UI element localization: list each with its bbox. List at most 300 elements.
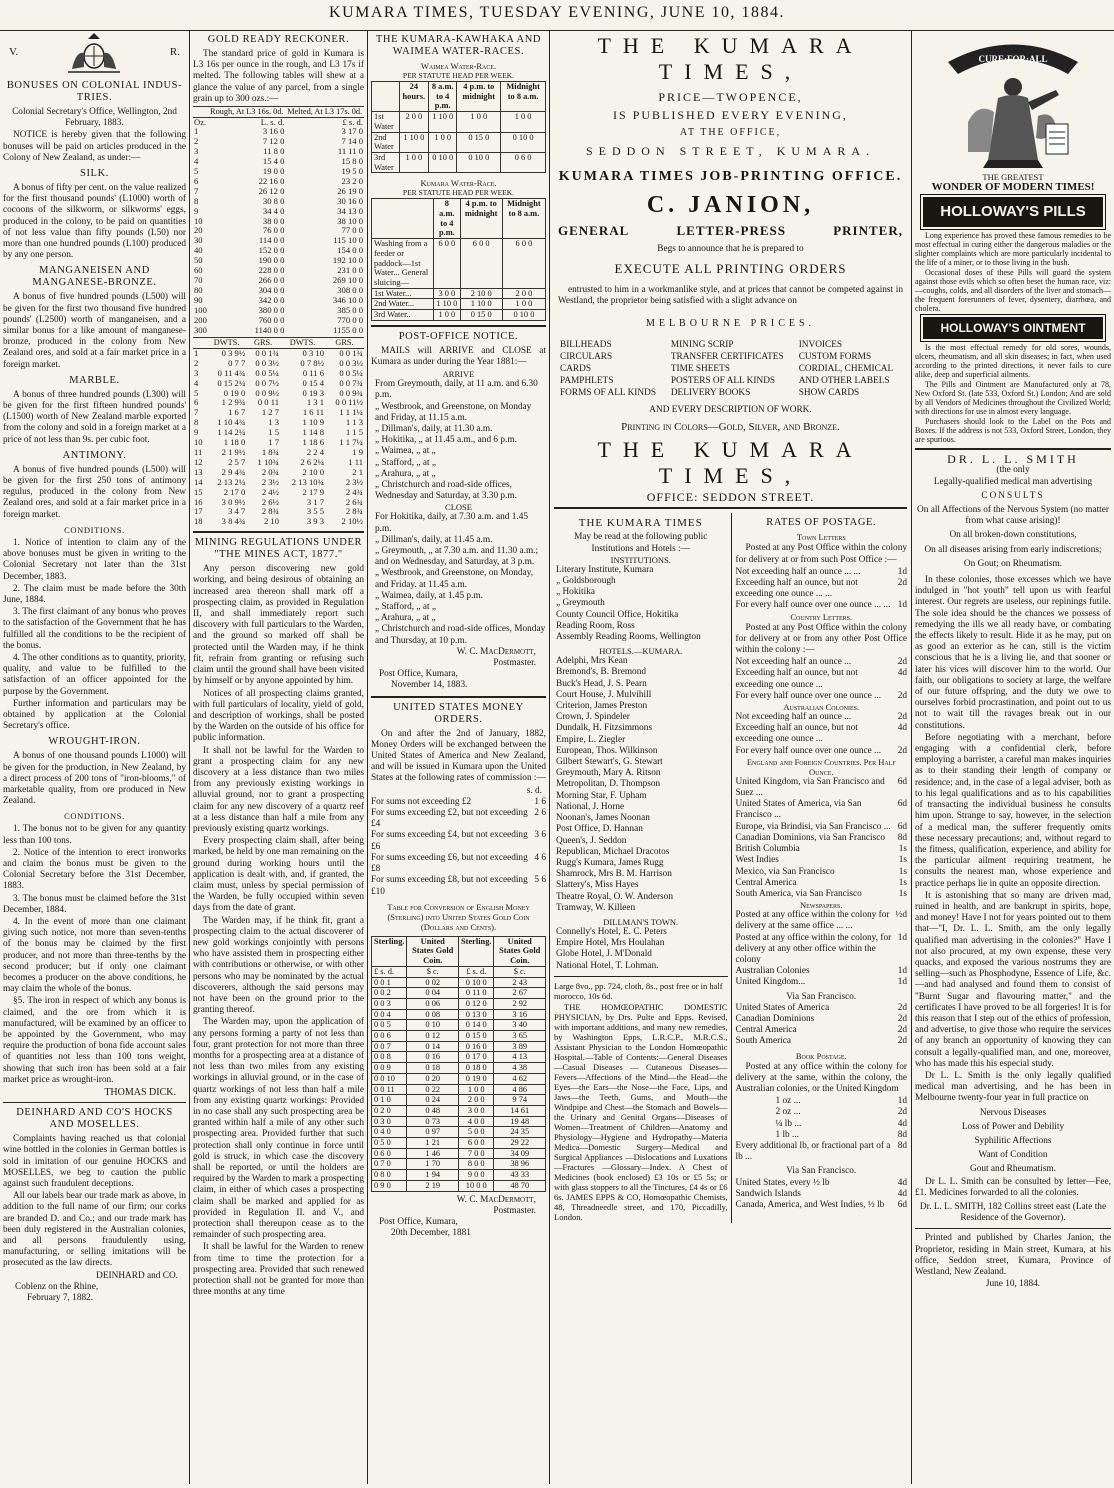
table-cell: 2: [194, 357, 199, 368]
table-cell: 0 12: [407, 1031, 459, 1042]
table-cell: 0 24: [407, 1095, 459, 1106]
waimea-sub: PER STATUTE HEAD PER WEEK.: [402, 71, 515, 80]
po-date: November 14, 1883.: [391, 680, 468, 691]
usmo-rate-value: 3 6: [534, 830, 546, 841]
smith-body-3: It is astonishing that so many are driven mad, ruined in health, and are bankrupt in spirits, hope, and money! Have I not for years pointed out to them that—"I, Dr. L. L. Smith, am the only legally qualified man advertising in the colonies?" Have I not also procured, at my own expense, these very quacks, and exposed the various nostrums they are selling—such as Phosphodyne, Essence of Life, &c.—and had analysed and found them to consist of "Burnt Sugar and flavouring matter," and the certificates I have proved to be all forgeries! It is for this reason that I step out of the ethics of profession, and advertise, to give those who require the services of any branch an opportunity of knowing they can consult a legally-qualified man, and one, moreover, who has made this his especial study.: [915, 890, 1111, 1069]
table-cell: 1 0 0: [457, 112, 501, 132]
table-cell: 308 0 0: [337, 284, 363, 295]
country-rate-value: 4d: [897, 668, 907, 679]
table-header-cell: 8 a.m. to 4 p.m.: [429, 82, 457, 112]
country-rate: [736, 668, 908, 690]
table-cell: 7 0 0: [459, 1148, 494, 1159]
hotel-item: Noonan's, James Noonan: [556, 813, 650, 824]
table-cell: 40: [194, 245, 203, 256]
conv-signature: W. C. MacDermott,: [456, 1194, 536, 1205]
table-cell: 1 3 1: [306, 397, 325, 408]
book-rate-value: 4d: [897, 1118, 907, 1129]
table-cell: 1 0 0: [502, 299, 545, 310]
gold-dwt-table: [193, 337, 364, 527]
table-header-cell: 4 p.m. to midnight: [460, 199, 502, 239]
table-cell: 1 1 5: [345, 427, 363, 438]
table-cell: 2 13 2¼: [217, 476, 246, 487]
book-rate: [776, 1119, 908, 1130]
table-cell: 11 8 0: [263, 146, 285, 157]
table-cell: 0 0 1¾: [339, 347, 363, 358]
table-cell: 38 0 0: [262, 215, 285, 226]
table-cell: 0 2 0: [372, 1105, 407, 1116]
country-rate: [736, 691, 908, 702]
hotel-item: Adelphi, Mrs Kean: [556, 656, 628, 667]
table-cell: 17: [194, 506, 203, 517]
england-heading: England and Foreign Countries. Per Half Ounce.: [746, 756, 896, 777]
print-list-1: [560, 339, 671, 399]
table-cell: 15 8 0: [341, 156, 363, 167]
table-cell: 6 0 0: [460, 239, 502, 289]
table-cell: 0 19 0: [459, 1073, 494, 1084]
table-cell: 0 15 0: [459, 1031, 494, 1042]
subcolumn-postage: [732, 513, 908, 1222]
news-rate: [736, 977, 908, 988]
postage-heading: RATES OF POSTAGE.: [766, 517, 877, 529]
england-rate: [736, 833, 908, 844]
table-cell: 2 6¾: [345, 496, 363, 507]
book-rate: [776, 1107, 908, 1118]
table-cell: 43 33: [494, 1170, 546, 1181]
hotel-item: Gilbert Stewart's, G. Stewart: [556, 757, 663, 768]
print-list-item: CUSTOM FORMS: [798, 351, 872, 362]
at-office-line: AT THE OFFICE,: [679, 127, 782, 138]
antimony-heading: ANTIMONY.: [62, 449, 127, 461]
table-cell: 34 4 0: [262, 205, 285, 216]
mining-para-3: It shall not be lawful for the Warden to grant a prospecting claim for any new discovery at a less distance than two miles from any previously existing workings in alluvial ground, nor to grant a prospecting claim for any new discovery of a quartz reef at a less distance than half a mile from any previously existing quartz workings.: [193, 745, 364, 834]
usmo-rate-value: 2 6: [534, 808, 546, 819]
close-item: „ Greymouth, „ at 7.30 a.m. and 11.30 a.m.; and on Wednesday, and Saturday, at 3 p.m.: [375, 546, 539, 568]
column-kumara-times-ad: [550, 30, 912, 1484]
table-cell: 1 6 11: [302, 407, 325, 418]
street-line: SEDDON STREET, KUMARA.: [585, 144, 876, 158]
via-sf-rate: [736, 1025, 908, 1036]
table-cell: 0 20: [407, 1073, 459, 1084]
via-sf-rates-2: [736, 1178, 908, 1212]
australian-rate-value: 4d: [897, 723, 907, 734]
large-8vo: Large 8vo., pp. 724, cloth, 8s., post free or in half morocco, 10s 6d.: [554, 980, 723, 1001]
england-rate-label: South America, via San Francisco: [735, 888, 862, 899]
begs-line: Begs to announce that he is prepared to: [657, 244, 804, 254]
table-cell: 3 5 5: [306, 506, 325, 517]
table-cell: 29 22: [494, 1138, 546, 1149]
table-cell: 0 0 9½: [255, 387, 279, 398]
conversion-row: [372, 1105, 546, 1116]
dillmans-hotel-item: Empire Hotel, Mrs Houlahan: [556, 938, 665, 949]
table-cell: 34 13 0: [337, 205, 363, 216]
table-cell: 3 17 0: [341, 126, 363, 137]
table-cell: 0 18 0: [459, 1063, 494, 1074]
conversion-row: [372, 1095, 546, 1106]
table-cell: 1 10 4¾: [217, 417, 246, 428]
col-lsd-2: £ s. d.: [342, 116, 363, 127]
table-cell: 1: [194, 126, 199, 137]
water-race-heading: THE KUMARA-KAWHAKA AND WAIMEA WATER-RACES.: [375, 34, 542, 57]
deinhard-place: Coblenz on the Rhine,: [15, 1281, 99, 1292]
print-list-item: DELIVERY BOOKS: [670, 387, 751, 398]
book-rate-value: 8d: [897, 1129, 907, 1140]
read-at-heading: THE KUMARA TIMES: [578, 517, 703, 530]
news-rate-2-label: Posted at any office within the colony, for delivery at any other office within the colony: [735, 932, 892, 965]
table-cell: 342 0 0: [258, 294, 285, 305]
table-cell: 1: [194, 347, 199, 358]
table-cell: 0 0 10: [372, 1073, 407, 1084]
table-cell: 0 18: [407, 1063, 459, 1074]
arrive-item: „ Dillman's, daily, at 11.30 a.m.: [375, 423, 493, 434]
australian-rate: [736, 746, 908, 757]
england-rate-label: British Columbia: [735, 844, 800, 855]
table-cell: 3rd Water: [372, 152, 400, 172]
table-header-cell: United States Gold Coin.: [407, 936, 459, 966]
table-cell: 8: [194, 417, 199, 428]
table-cell: 80: [194, 284, 203, 295]
book-rate-value: 1d: [897, 1096, 907, 1107]
gold-oz-row: [193, 326, 364, 336]
treat-3: Syphilitic Affections: [974, 1135, 1052, 1146]
melbourne-prices: MELBOURNE PRICES.: [645, 317, 816, 329]
england-rate: [736, 889, 908, 900]
table-cell: 1140 0 0: [254, 324, 285, 335]
usmo-rate: [371, 797, 546, 808]
table-cell: 4 86: [494, 1084, 546, 1095]
book-rate-value: 2d: [897, 1107, 907, 1118]
table-cell: 6: [194, 175, 199, 186]
table-cell: 2 8¾: [261, 506, 279, 517]
table-cell: 5 0 0: [459, 1127, 494, 1138]
institution-item: Literary Institute, Kumara: [556, 564, 654, 575]
country-rate-label: Not exceeding half an ounce ...: [735, 657, 852, 668]
table-cell: 11 11 0: [337, 146, 363, 157]
condition-1: 1. Notice of intention to claim any of the above bonuses must be given in writing to the Colonial Secretary not later than the 31st December, 1883.: [3, 537, 186, 582]
table-cell: 7 12 0: [262, 136, 285, 147]
via-sf-rate-value: 2d: [897, 1036, 907, 1047]
divider: [915, 448, 1111, 450]
dr-smith-heading: DR. L. L. SMITH: [947, 452, 1079, 467]
usmo-rate: [371, 853, 546, 875]
hotel-item: National, J. Horne: [556, 801, 625, 812]
usmo-list: [371, 797, 546, 898]
entrusted-text: entrusted to him in a workmanlike style, and at prices that cannot be competed against in Westland, the proprietor being satisfied with a slight advance on: [558, 285, 903, 307]
table-cell: 2nd Water: [372, 132, 400, 152]
australian-rates: [736, 712, 908, 757]
table-cell: 0 0 11: [372, 1084, 407, 1095]
table-cell: 2 0 0: [459, 1095, 494, 1106]
table-cell: 0 0 3½: [339, 357, 363, 368]
table-cell: 2 3½: [345, 476, 363, 487]
town-rate-value: 1d: [897, 566, 907, 577]
conversion-row: [372, 1116, 546, 1127]
usmo-rate: [371, 808, 546, 830]
silk-text: A bonus of fifty per cent. on the value realized for the first thousand pounds' (L1000) worth of cocoons of the silkworm, or silkworms' eggs, produced in the colony, to be paid on quantities of not less value than fifty pounds (L50) nor more than one hundred pounds (L100) produced by any one person.: [3, 183, 186, 261]
print-list-item: TIME SHEETS: [670, 363, 730, 374]
book-rates: [736, 1096, 908, 1141]
gold-reckoner-title: GOLD READY RECKONER.: [207, 34, 350, 45]
table-cell: 0 73: [407, 1116, 459, 1127]
via-sf-rate-label: Central America: [735, 1025, 797, 1036]
town-rate: [736, 567, 908, 578]
table-cell: 20: [194, 225, 203, 236]
table-cell: 266 0 0: [258, 275, 285, 286]
column-holloway-smith: [912, 30, 1114, 1484]
table-cell: 90: [194, 294, 203, 305]
table-cell: 0 0 7½: [255, 377, 279, 388]
dillmans-hotel-item: Globe Hotel, J. M'Donald: [556, 949, 652, 960]
england-rate-value: 6d: [897, 776, 907, 787]
col-dwts-2: DWTS.: [280, 338, 325, 349]
price-line: PRICE—TWOPENCE,: [658, 90, 803, 104]
arrive-item: „ Arahura, „ at „: [375, 468, 436, 479]
conversion-heading: Table for Conversion of English Money (Sterling) into United States Gold Coin (Dollars and Cents).: [387, 901, 530, 932]
table-cell: 1 10 9: [302, 417, 325, 428]
manufacture-text: The Pills and Ointment are Manufactured only at 78, New Oxford St. (late 533, Oxford St.) London; And are sold by all Vendors of Medicines throughout the Civilized World; with directions for use in almost every language.: [915, 380, 1111, 417]
institutions-list: [554, 565, 728, 643]
table-cell: 2 4¾: [345, 486, 363, 497]
pills-text-2: Occasional doses of these Pills will guard the system against those evils which so often beset the human race, viz:—coughs, colds, and all disorders of the liver and stomach—the frequent forerunners of fever, dysentery, diarrhœa, and cholera.: [915, 268, 1111, 314]
treat-5: Gout and Rheumatism.: [970, 1164, 1056, 1175]
table-cell: 2: [194, 136, 199, 147]
divider: [3, 1102, 186, 1103]
table-cell: 0 0 6: [372, 1031, 407, 1042]
table-cell: 0 3 10: [302, 347, 325, 358]
table-cell: 0 0 1: [372, 977, 407, 988]
table-cell: 1 9: [352, 447, 363, 458]
hotel-item: Slattery's, Miss Hayes: [556, 880, 639, 891]
consult-2: On all broken-down constitutions,: [949, 530, 1077, 541]
deinhard-signature: DEINHARD and CO.: [96, 1270, 178, 1281]
wrought-iron-text: A bonus of one thousand pounds L1000) will be given for the production, in New Zealand, by a direct process of 200 tons of "iron-blooms," of marketable quality, from ore produced in New Zealand.: [3, 751, 186, 807]
conversion-row: [372, 1084, 546, 1095]
town-rate-label: Not exceeding half an ounce ... ...: [735, 566, 861, 577]
news-rate-1-value: ½d: [895, 910, 907, 921]
table-cell: 2 17 9: [302, 486, 325, 497]
hotel-item: Metropolitan, D. Thompson: [556, 779, 661, 790]
table-cell: 1st Water...: [372, 288, 434, 299]
job-printing-heading: KUMARA TIMES JOB-PRINTING OFFICE.: [558, 169, 903, 184]
kumara-race-row: [372, 310, 546, 321]
table-cell: 0 15 2¼: [217, 377, 246, 388]
us-money-orders-heading: UNITED STATES MONEY ORDERS.: [393, 701, 524, 725]
hotel-item: Court House, J. Mulvihill: [556, 689, 652, 700]
table-header-cell: Midnight to 8 a.m.: [501, 82, 546, 112]
table-cell: 10: [194, 437, 203, 448]
england-rate-value: 6d: [897, 799, 907, 810]
table-cell: 0 11 4¾: [217, 367, 246, 378]
kumara-times-title-2: THE KUMARA TIMES,: [597, 437, 864, 489]
usmo-text: On and after the 2nd of January, 1882, Money Orders will be exchanged between the United States of America and New Zealand, and will be issued in Kumara upon the United States at the following rates of commission :—: [371, 728, 546, 784]
table-cell: 0 7 0: [372, 1159, 407, 1170]
table-cell: 3 8 4¾: [221, 516, 246, 527]
consult-4: On Gout; on Rheumatism.: [963, 558, 1063, 569]
table-header-cell: 24 hours.: [399, 82, 429, 112]
antimony-text: A bonus of five hundred pounds (L500) will be given for the first 250 tons of antimony regulus, produced in the colony from New Zealand ores, and sold at a fair market price in a foreign market.: [3, 464, 186, 520]
arrive-item: „ Waimea, „ at „: [375, 446, 436, 457]
country-rates: [736, 657, 908, 702]
hotel-item: Shamrock, Mrs B. M. Harrison: [556, 869, 672, 880]
arrive-item: „ Christchurch and road-side offices, Wednesday and Saturday, at 3.30 p.m.: [375, 480, 517, 502]
table-cell: 0 17 0: [459, 1052, 494, 1063]
notice-text: NOTICE is hereby given that the following bonuses will be paid on articles produced in the Colony of New Zealand, as under:—: [3, 130, 186, 163]
news-rate-value: 1d: [897, 966, 907, 977]
table-cell: 0 11 6: [302, 367, 325, 378]
table-cell: 380 0 0: [258, 304, 285, 315]
news-rates: [736, 966, 908, 988]
town-rate: [736, 578, 908, 600]
conversion-row: [372, 977, 546, 988]
lower-split: [554, 513, 907, 1222]
news-rate: [736, 966, 908, 977]
print-list-item: CORDIAL, CHEMICAL: [798, 363, 894, 374]
table-cell: 2 19: [407, 1180, 459, 1191]
table-cell: 0 7 8½: [300, 357, 325, 368]
deinhard-text: Complaints having reached us that colonial wine bottled in the colonies in German bottles is sold in imitation of our genuine HOCKS and MOSELLES, we beg to caution the public against such fraudulent deceptions.: [3, 1134, 186, 1190]
institution-item: „ Hokitika: [556, 587, 595, 598]
arrive-item: „ Westbrook, and Greenstone, on Monday and Friday, at 11.15 a.m.: [375, 401, 532, 423]
office-line: Colonial Secretary's Office, Wellington, 2nd February, 1883.: [12, 107, 177, 129]
close-item: „ Stafford, „ at „: [375, 602, 437, 613]
deinhard-date: February 7, 1882.: [27, 1293, 94, 1304]
kumara-race-row: [372, 288, 546, 299]
england-rate-label: United States of America, via San Francisco ...: [735, 799, 862, 821]
wi-condition-4: 4. In the event of more than one claimant giving such notice, not more than seven-tenths of the bonus may be claimed by the first producer, and not more than three-tenths by the second producer; but if only one claimant becomes a producer on the above conditions, he may claim the whole of the bonus.: [3, 916, 186, 995]
table-cell: 0 6 0: [372, 1148, 407, 1159]
table-cell: 22 16 0: [258, 175, 285, 186]
emblem-banner-text: CURE·FOR·ALL: [978, 54, 1048, 64]
via-sf-rate-2-label: Sandwich Islands: [735, 1188, 801, 1199]
table-cell: 24 35: [494, 1127, 546, 1138]
hotel-item: Crown, J. Spindeler: [556, 712, 630, 723]
col-melted: Melted, At L3 17s. 0d.: [287, 107, 363, 117]
table-cell: 2 9 4¾: [221, 466, 246, 477]
table-cell: 0 15 0: [460, 310, 502, 321]
table-cell: 2 43: [494, 977, 546, 988]
execute-line: EXECUTE ALL PRINTING ORDERS: [614, 261, 847, 277]
post-office-heading: POST-OFFICE NOTICE.: [398, 330, 519, 342]
po-place: Post Office, Kumara,: [379, 669, 458, 680]
table-cell: 1 18 0: [223, 437, 246, 448]
wi-condition-1: 1. The bonus not to be given for any quantity less than 100 tons.: [3, 824, 186, 846]
via-sf-rate: [736, 1036, 908, 1047]
book-postage-heading: Book Postage.: [795, 1050, 847, 1061]
table-cell: 1 10¾: [257, 456, 279, 467]
dillmans-hotel-item: Connelly's Hotel, E. C. Peters: [556, 926, 667, 937]
table-cell: 0 3 0: [372, 1116, 407, 1127]
england-rate-label: West Indies: [735, 855, 779, 866]
print-list-item: INVOICES: [798, 339, 843, 350]
england-rate-label: Central America: [735, 877, 797, 888]
table-cell: 300: [194, 324, 207, 335]
table-cell: 0 4 0: [372, 1127, 407, 1138]
australian-rate-label: Not exceeding half an ounce ...: [735, 712, 852, 723]
treat-2: Loss of Power and Debility: [961, 1121, 1065, 1132]
imprint-date: June 10, 1884.: [985, 1279, 1041, 1290]
via-sf-rate-2: [736, 1189, 908, 1200]
england-rate-value: 6d: [897, 821, 907, 832]
table-cell: 115 10 0: [333, 235, 363, 246]
condition-4: 4. The other conditions as to quantity, priority, quality, and value to be fulfilled to the satisfaction of an officer appointed for the purpose by the Government.: [3, 652, 186, 697]
table-cell: 7: [194, 407, 199, 418]
table-header-cell: [372, 199, 434, 239]
australian-rate: [736, 723, 908, 745]
mining-para-4: Every prospecting claim shall, after being marked, be held by one man remaining on the ground during working hours until the application is dealt with, and, if granted, the claim must, unless by special permission of the Warden, be fully occupied within seven days from the date of grant.: [193, 836, 364, 914]
table-cell: 154 0 0: [337, 245, 363, 256]
print-list-item: FORMS OF ALL KINDS: [560, 387, 657, 398]
via-sf-rates: [736, 1003, 908, 1048]
table-cell: 50: [194, 255, 203, 266]
table-cell: 38 10 0: [337, 215, 363, 226]
usmo-rate: [371, 830, 546, 852]
table-cell: 760 0 0: [258, 314, 285, 325]
conversion-row: [372, 998, 546, 1009]
table-cell: 7 14 0: [341, 136, 363, 147]
table-cell: 12: [194, 456, 203, 467]
conditions-heading: CONDITIONS.: [64, 524, 125, 535]
table-cell: 346 10 0: [332, 294, 363, 305]
table-cell: 1 1 3: [345, 417, 363, 428]
table-unit-cell: £ s. d.: [372, 966, 407, 977]
hotel-item: Post Office, D. Hannan: [556, 824, 643, 835]
table-cell: 1 2 9¾: [221, 397, 246, 408]
column-gold-reckoner: [190, 30, 368, 1484]
table-cell: 6 0 0: [502, 239, 545, 289]
table-cell: 2 6 2¼: [300, 456, 325, 467]
divider: [371, 325, 546, 327]
table-cell: 4 62: [494, 1073, 546, 1084]
close-item: „ Westbrook, and Greenstone, on Monday, and Friday. at 11.45 a.m.: [375, 568, 534, 590]
table-cell: 0 0 4: [372, 1009, 407, 1020]
silk-heading: SILK.: [80, 168, 109, 180]
column-bonuses: [0, 30, 190, 1484]
table-cell: 19 0 0: [262, 166, 285, 177]
institution-item: „ Goldsborough: [556, 576, 616, 587]
table-header-cell: [372, 82, 400, 112]
town-rate: [736, 600, 908, 611]
hotel-item: Buck's Head, J. S. Pearn: [556, 678, 647, 689]
table-cell: 3rd Water..: [372, 310, 434, 321]
print-list-item: CIRCULARS: [560, 351, 613, 362]
table-cell: 3 0 9½: [221, 496, 246, 507]
holloways-ointment-banner: HOLLOWAY'S OINTMENT: [923, 317, 1103, 339]
table-cell: 2 3½: [261, 476, 279, 487]
waimea-table: [371, 81, 546, 173]
col-oz: Oz.: [194, 116, 207, 127]
australian-rate-value: 2d: [897, 745, 907, 756]
close-item: „ Arahura, „ at „: [375, 613, 436, 624]
consults-heading: CONSULTS: [981, 490, 1045, 501]
table-cell: 8: [194, 195, 199, 206]
australian-rate-label: Exceeding half an ounce, but not exceeding one ounce ...: [735, 723, 858, 745]
table-cell: 48 70: [494, 1180, 546, 1191]
table-cell: 9 74: [494, 1095, 546, 1106]
via-sf-rate-value: 2d: [897, 1013, 907, 1024]
smith-address: Dr. L. L. SMITH, 182 Collins street east (Late the Residence of the Governor).: [919, 1202, 1107, 1224]
table-cell: 0 0 3: [372, 998, 407, 1009]
table-cell: 14 61: [494, 1105, 546, 1116]
table-cell: 26 12 0: [258, 185, 285, 196]
table-cell: 3 16: [494, 1009, 546, 1020]
table-cell: 3 65: [494, 1031, 546, 1042]
po-intro: MAILS will ARRIVE and CLOSE at Kumara as under during the Year 1881:—: [371, 345, 546, 367]
purchasers-text: Purchasers should look to the Label on the Pots and Boxes. If the address is not 533, Oxford Street, London, they are spurious.: [915, 417, 1111, 445]
waimea-row: [372, 112, 546, 132]
table-cell: 2 10 0: [302, 466, 325, 477]
table-cell: 0 0 5¼: [339, 367, 363, 378]
book-rate-label: 1 lb ...: [775, 1129, 800, 1140]
table-cell: 1 0 0: [429, 132, 457, 152]
